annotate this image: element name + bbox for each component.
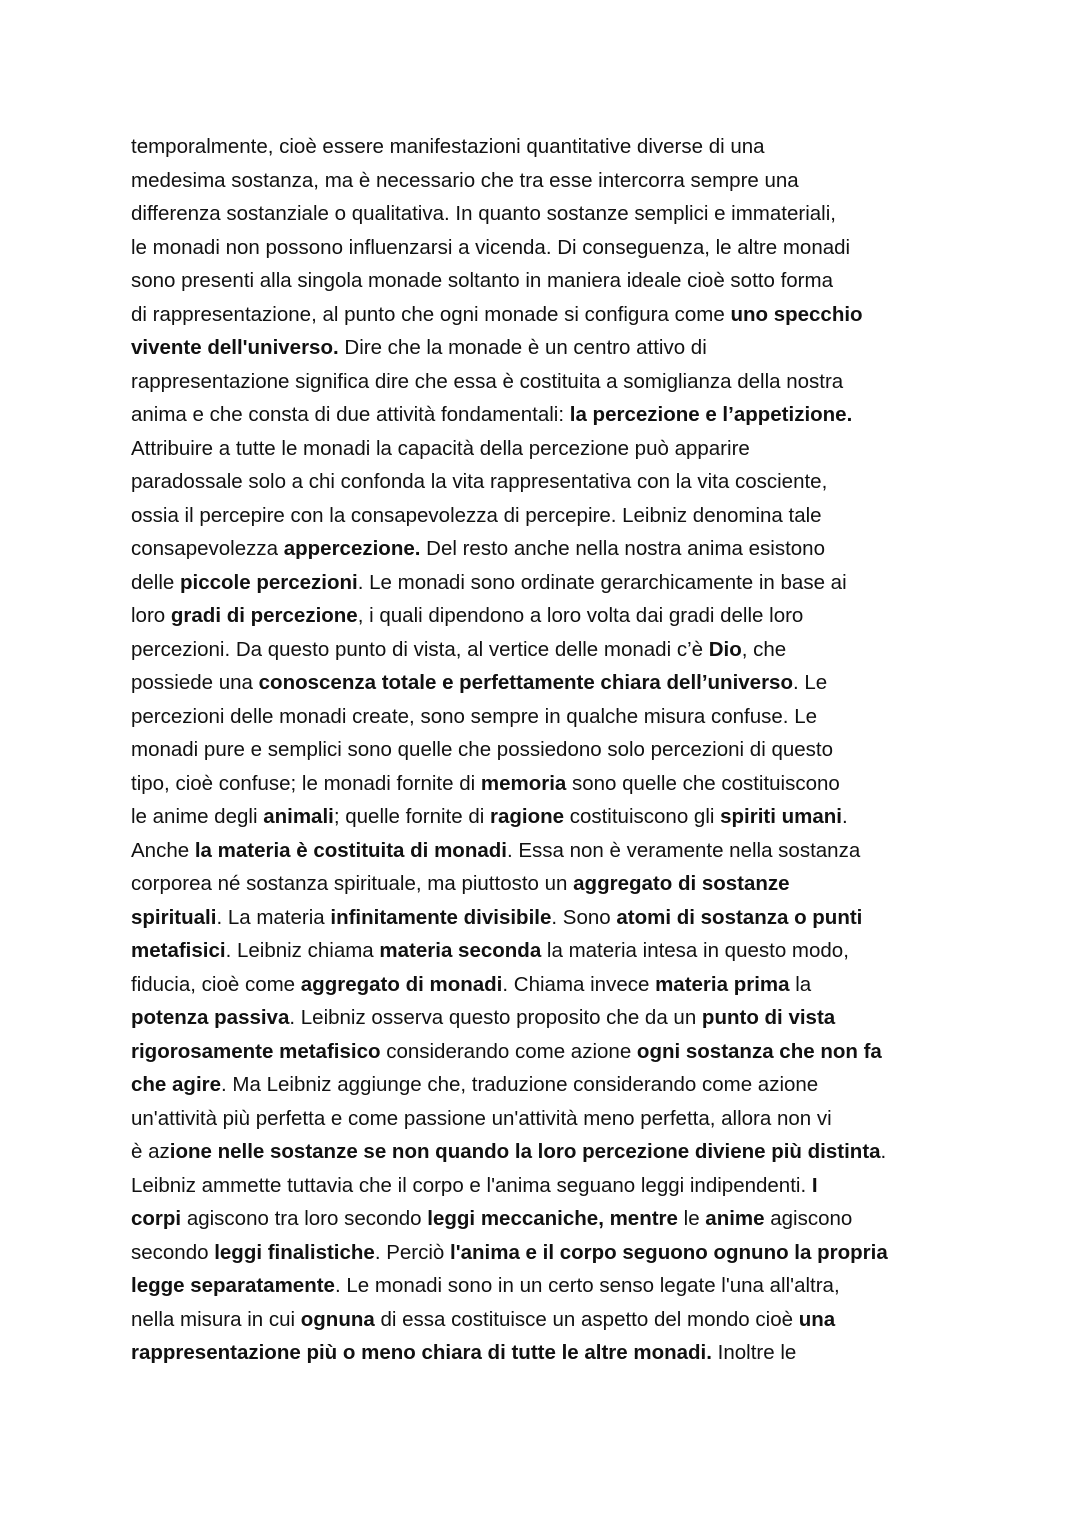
text-line [131, 1269, 971, 1303]
text-line [131, 365, 971, 399]
bold-text-segment: che agire [131, 1073, 222, 1096]
bold-text-segment: I [811, 1173, 818, 1197]
bold-text-segment: aggregato di monadi [300, 972, 503, 996]
bold-text-segment: la percezione e l’appetizione. [569, 403, 853, 426]
bold-text-segment: ragione [489, 805, 565, 828]
bold-text-segment: rigorosamente metafisico [131, 1039, 381, 1063]
text-segment: la [789, 972, 812, 996]
text-segment: . Chiama invece [502, 972, 656, 996]
text-segment: è az [131, 1140, 170, 1163]
text-segment: delle [131, 570, 181, 594]
bold-text-segment: anime [705, 1207, 765, 1230]
text-segment: tipo, cioè confuse; le monadi fornite di [131, 771, 481, 795]
text-line [131, 1135, 971, 1169]
bold-text-segment: legge separatamente [131, 1274, 335, 1297]
body-text [131, 130, 971, 1370]
text-line [131, 1236, 971, 1270]
text-segment: Leibniz ammette tuttavia che il corpo e l'anima seguano leggi indipendenti. [131, 1173, 812, 1197]
text-segment: la materia intesa in questo modo, [541, 939, 849, 962]
text-line [131, 1035, 971, 1069]
text-line [131, 901, 971, 935]
text-segment: ossia il percepire con la consapevolezza di percepire. Leibniz denomina tale [131, 503, 822, 527]
bold-text-segment: metafisici [131, 939, 226, 962]
text-segment: sono presenti alla singola monade soltanto in maniera ideale cioè sotto forma [131, 269, 833, 292]
text-line [131, 599, 971, 633]
bold-text-segment: leggi finalistiche [214, 1240, 375, 1264]
bold-text-segment: rappresentazione più o meno chiara di tutte le altre monadi. [131, 1341, 712, 1364]
text-segment: . La materia [216, 905, 331, 929]
text-segment: percezioni. Da questo punto di vista, al vertice delle monadi c’è [131, 637, 709, 661]
text-line [131, 465, 971, 499]
text-segment: . Leibniz osserva questo proposito che da un [289, 1006, 702, 1029]
text-segment: , i quali dipendono a loro volta dai gradi delle loro [357, 604, 804, 627]
bold-text-segment: leggi meccaniche, mentre [427, 1207, 678, 1230]
text-segment: agiscono [764, 1207, 853, 1230]
text-line [131, 1169, 971, 1203]
bold-text-segment: spiriti umani [720, 805, 843, 828]
bold-text-segment: corpi [131, 1207, 182, 1230]
text-segment: le anime degli [131, 805, 264, 828]
text-segment: paradossale solo a chi confonda la vita rappresentativa con la vita cosciente, [131, 470, 828, 493]
text-segment: . Ma Leibniz aggiunge che, traduzione considerando come azione [221, 1073, 819, 1096]
text-line [131, 331, 971, 365]
text-line [131, 532, 971, 566]
bold-text-segment: conoscenza totale e perfettamente chiara dell’universo [258, 671, 793, 694]
text-segment: percezioni delle monadi create, sono sempre in qualche misura confuse. Le [131, 704, 817, 728]
text-segment: . Sono [551, 905, 617, 929]
bold-text-segment: piccole percezioni [180, 570, 358, 594]
text-segment: agiscono tra loro secondo [181, 1207, 428, 1230]
text-segment: monadi pure e semplici sono quelle che possiedono solo percezioni di questo [131, 738, 833, 761]
text-segment: . Essa non è veramente nella sostanza [506, 838, 861, 862]
text-segment: . [842, 805, 848, 828]
text-segment: . Leibniz chiama [225, 939, 380, 962]
text-segment: Dire che la monade è un centro attivo di [338, 336, 707, 359]
text-line [131, 1202, 971, 1236]
text-line [131, 398, 971, 432]
text-segment: di essa costituisce un aspetto del mondo cioè [374, 1307, 799, 1331]
text-line [131, 666, 971, 700]
bold-text-segment: materia seconda [379, 939, 542, 962]
text-line [131, 1303, 971, 1337]
text-line [131, 432, 971, 466]
text-segment: le [677, 1207, 706, 1230]
text-segment: Del resto anche nella nostra anima esistono [420, 537, 825, 560]
text-segment: possiede una [131, 671, 259, 694]
bold-text-segment: una [798, 1307, 836, 1331]
text-segment: . Le monadi sono in un certo senso legate l'una all'altra, [334, 1274, 840, 1297]
text-segment: le monadi non possono influenzarsi a vicenda. Di conseguenza, le altre monadi [131, 235, 851, 259]
text-line [131, 834, 971, 868]
text-segment: medesima sostanza, ma è necessario che tra esse intercorra sempre una [131, 168, 799, 192]
bold-text-segment: potenza passiva [131, 1006, 290, 1029]
text-line [131, 733, 971, 767]
text-line [131, 1336, 971, 1370]
text-line [131, 231, 971, 265]
text-segment: anima e che consta di due attività fondamentali: [131, 403, 570, 426]
text-line [131, 264, 971, 298]
text-segment: , che [741, 637, 787, 661]
text-line [131, 700, 971, 734]
bold-text-segment: Dio [708, 637, 742, 661]
bold-text-segment: appercezione. [283, 537, 421, 560]
text-segment: secondo [131, 1240, 215, 1264]
text-line [131, 130, 971, 164]
text-segment: considerando come azione [380, 1039, 637, 1063]
text-line [131, 767, 971, 801]
bold-text-segment: atomi di sostanza o punti [616, 905, 863, 929]
text-line [131, 1001, 971, 1035]
bold-text-segment: punto di vista [701, 1006, 836, 1029]
text-segment: . Le monadi sono ordinate gerarchicamente in base ai [357, 570, 847, 594]
text-segment: differenza sostanziale o qualitativa. In quanto sostanze semplici e immateriali, [131, 202, 836, 225]
text-line [131, 867, 971, 901]
text-segment: . [880, 1140, 887, 1163]
text-line [131, 1068, 971, 1102]
bold-text-segment: infinitamente divisibile [330, 905, 552, 929]
text-segment: nella misura in cui [131, 1307, 301, 1331]
text-line [131, 934, 971, 968]
text-segment: un'attività più perfetta e come passione un'attività meno perfetta, allora non vi [131, 1106, 832, 1130]
bold-text-segment: la materia è costituita di monadi [194, 838, 507, 862]
text-segment: fiducia, cioè come [131, 972, 301, 996]
text-line [131, 800, 971, 834]
text-segment: . Perciò [374, 1240, 451, 1264]
text-line [131, 164, 971, 198]
bold-text-segment: vivente dell'universo. [131, 336, 339, 359]
text-line [131, 499, 971, 533]
text-line [131, 968, 971, 1002]
text-segment: . Le [792, 671, 828, 694]
text-segment: costituiscono gli [564, 805, 721, 828]
text-segment: Attribuire a tutte le monadi la capacità della percezione può apparire [131, 436, 750, 460]
bold-text-segment: animali [263, 805, 334, 828]
text-line [131, 298, 971, 332]
bold-text-segment: memoria [480, 771, 567, 795]
text-segment: ; quelle fornite di [333, 805, 490, 828]
bold-text-segment: gradi di percezione [170, 604, 358, 627]
bold-text-segment: ognuna [300, 1307, 375, 1331]
text-segment: Inoltre le [711, 1341, 797, 1364]
text-line [131, 566, 971, 600]
text-segment: di rappresentazione, al punto che ogni monade si configura come [131, 302, 731, 326]
text-line [131, 633, 971, 667]
text-line [131, 1102, 971, 1136]
bold-text-segment: aggregato di sostanze [573, 872, 790, 895]
text-segment: temporalmente, cioè essere manifestazioni quantitative diverse di una [131, 135, 765, 158]
bold-text-segment: materia prima [655, 972, 790, 996]
text-segment: consapevolezza [131, 537, 284, 560]
bold-text-segment: spirituali [131, 905, 217, 929]
text-segment: loro [131, 604, 171, 627]
bold-text-segment: ione nelle sostanze se non quando la loro percezione diviene più distinta [169, 1140, 881, 1163]
text-line [131, 197, 971, 231]
text-segment: rappresentazione significa dire che essa è costituita a somiglianza della nostra [131, 369, 844, 393]
text-segment: sono quelle che costituiscono [566, 771, 840, 795]
bold-text-segment: uno specchio [730, 302, 863, 326]
text-segment: corporea né sostanza spirituale, ma piuttosto un [131, 872, 574, 895]
text-segment: Anche [131, 838, 195, 862]
bold-text-segment: l'anima e il corpo seguono ognuno la propria [450, 1240, 888, 1264]
bold-text-segment: ogni sostanza che non fa [636, 1039, 882, 1063]
